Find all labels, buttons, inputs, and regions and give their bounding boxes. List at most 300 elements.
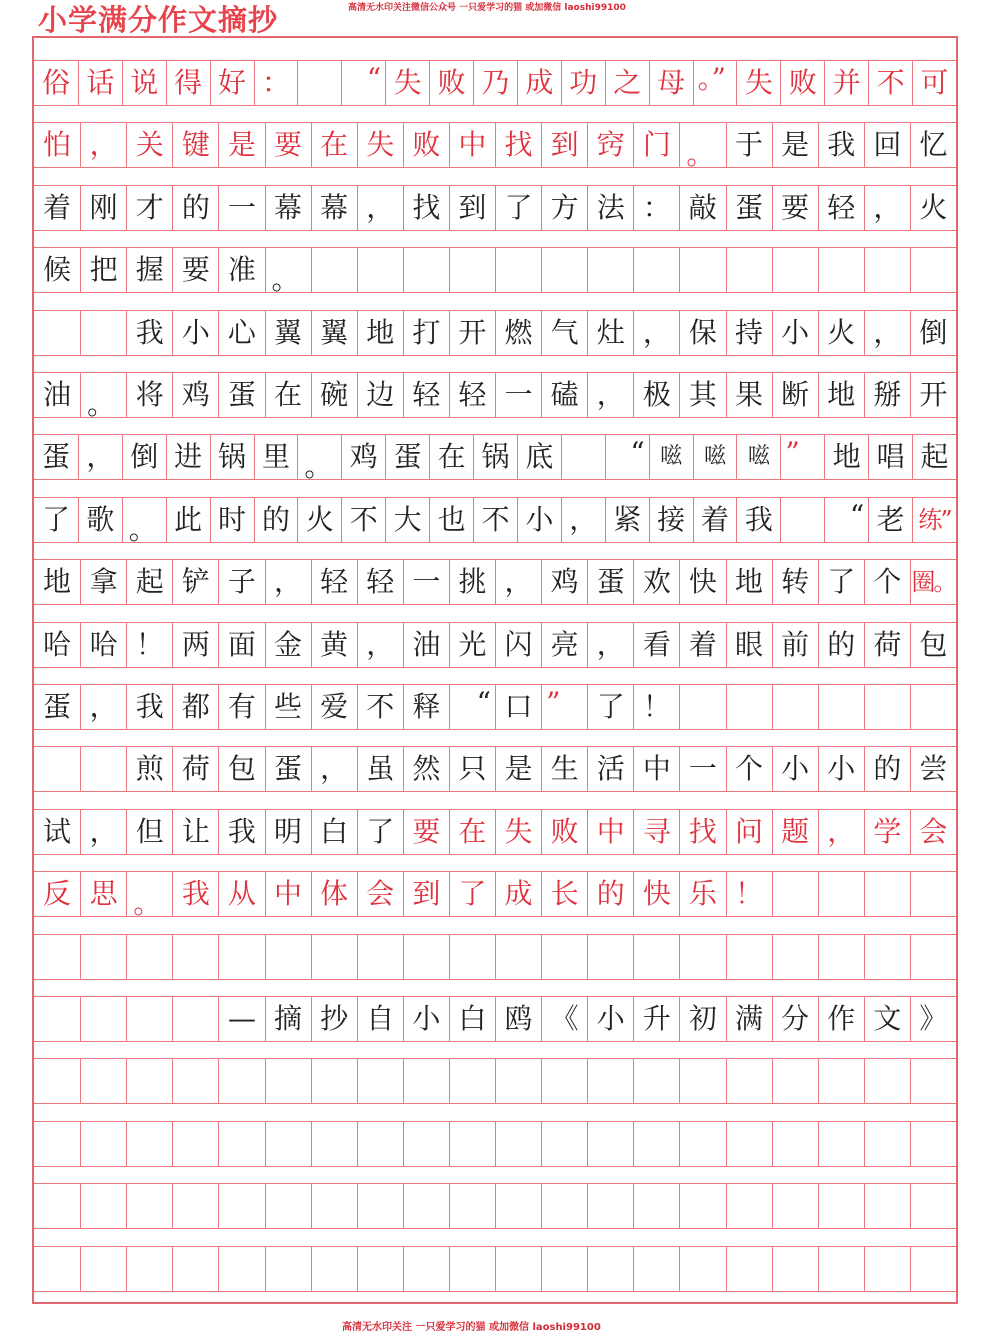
grid-cell-empty [80,1247,126,1291]
grid-cell-char: 忆 [910,123,956,167]
grid-cell-empty [126,1122,172,1166]
grid-cell-char: 拿 [80,560,126,604]
grid-cell-char: 。 [126,872,172,916]
grid-cell-char: 释 [403,685,449,729]
grid-cell-empty [218,1247,264,1291]
grid-cell-empty [34,1247,80,1291]
grid-cell-char: 一 [679,747,725,791]
grid-cell-char: 保 [679,311,725,355]
grid-cell-char: ， [633,311,679,355]
grid-cell-char: 我 [218,810,264,854]
grid-cell-char: 抄 [311,997,357,1041]
grid-cell-empty [726,935,772,979]
grid-cell-empty [449,935,495,979]
grid-cell-empty [495,1059,541,1103]
grid-cell-char: 。 [122,498,166,542]
page-title: 小学满分作文摘抄 [38,3,279,37]
grid-cell-char: 开 [910,373,956,417]
grid-cell-char: 了 [587,685,633,729]
grid-cell-char: 磕 [541,373,587,417]
grid-cell-char: 个 [864,560,910,604]
grid-cell-empty [679,935,725,979]
grid-cell-char: ， [561,498,605,542]
grid-cell-char: 不 [868,61,912,105]
grid-cell-char: 然 [403,747,449,791]
grid-cell-char: 嗞 [649,435,693,479]
grid-cell-char: 地 [824,435,868,479]
grid-cell-char: 可 [912,61,956,105]
grid-cell-char: 掰 [864,373,910,417]
grid-cell-char: 前 [772,623,818,667]
grid-cell-char: 都 [172,685,218,729]
grid-cell-empty [818,248,864,292]
grid-cell-empty [80,935,126,979]
grid-cell-char: 荷 [172,747,218,791]
grid-cell-char: 会 [910,810,956,854]
grid-cell-char: 败 [429,61,473,105]
grid-cell-empty [403,1122,449,1166]
grid-cell-empty [265,1184,311,1228]
grid-cell-char: 大 [385,498,429,542]
grid-cell-empty [679,1059,725,1103]
grid-cell-char: 了 [495,186,541,230]
grid-cell-empty [449,1184,495,1228]
grid-cell-empty [495,248,541,292]
grid-cell-char: 败 [541,810,587,854]
grid-cell-char: ， [495,560,541,604]
grid-cell-empty [818,1122,864,1166]
grid-cell-empty [80,747,126,791]
grid-cell-empty [172,1184,218,1228]
grid-cell-char: 小 [818,747,864,791]
grid-cell-empty [910,872,956,916]
grid-cell-empty [910,685,956,729]
grid-cell-char: 练” [912,498,956,542]
grid-row [34,1183,956,1229]
grid-cell-char: 一 [218,186,264,230]
grid-cell-char: 作 [818,997,864,1041]
grid-cell-char: 亮 [541,623,587,667]
grid-cell-empty [80,311,126,355]
grid-cell-char: 候 [43,253,72,287]
grid-cell-char: 得 [166,61,210,105]
watermark-top: 高清无水印关注微信公众号 一只爱学习的猫 或加微信 laoshi99100 [348,3,626,13]
grid-cell-char: 幕 [311,186,357,230]
grid-cell-char: ！ [726,872,772,916]
grid-cell-char: 不 [341,498,385,542]
grid-cell-empty [449,248,495,292]
grid-cell-char: 包 [910,623,956,667]
grid-cell-empty [495,935,541,979]
grid-cell-char: 我 [736,498,780,542]
grid-cell-empty [265,1247,311,1291]
grid-cell-char: 握 [126,248,172,292]
grid-cell-char: 虽 [357,747,403,791]
grid-cell-char: 歌 [78,498,122,542]
grid-cell-empty [633,1122,679,1166]
grid-cell-char: 蛋 [41,440,70,474]
grid-cell-char: 只 [449,747,495,791]
grid-cell-char: 中 [587,810,633,854]
grid-cell-empty [679,1184,725,1228]
grid-cell-char: 成 [517,61,561,105]
grid-cell-empty [357,248,403,292]
grid-cell-char: 生 [541,747,587,791]
grid-cell-char: ， [311,747,357,791]
grid-cell-char: 我 [818,123,864,167]
grid-cell-empty [80,1184,126,1228]
grid-cell-char: 的 [818,623,864,667]
grid-row [34,996,956,1042]
grid-cell-char: 两 [172,623,218,667]
grid-cell-empty [172,935,218,979]
grid-cell-char: 轻 [357,560,403,604]
grid-cell-empty [357,935,403,979]
grid-cell-char: 找 [679,810,725,854]
grid-cell-char: 我 [126,685,172,729]
grid-cell-char: “ [341,61,385,105]
grid-row [34,60,956,106]
grid-cell-empty [449,1122,495,1166]
grid-cell-char: 接 [649,498,693,542]
grid-cell-char: 快 [633,872,679,916]
grid-cell-char: ， [864,186,910,230]
grid-cell-empty [910,1059,956,1103]
grid-cell-empty [265,1122,311,1166]
grid-cell-empty [172,1059,218,1103]
grid-cell-char: ： [254,61,298,105]
grid-cell-char: ， [265,560,311,604]
grid-cell-char: 燃 [495,311,541,355]
grid-cell-char: 幕 [265,186,311,230]
grid-row [34,809,956,855]
grid-cell-char: 心 [218,311,264,355]
grid-cell-empty [772,1122,818,1166]
grid-cell-char: 到 [541,123,587,167]
grid-cell-empty [633,1184,679,1228]
grid-row [34,1058,956,1104]
grid-cell-empty [772,1247,818,1291]
grid-cell-empty [172,1122,218,1166]
grid-cell-char: 此 [166,498,210,542]
grid-cell-char: 眼 [726,623,772,667]
grid-cell-char: 哈 [43,627,72,661]
grid-cell-char: 地 [818,373,864,417]
grid-cell-char: “ [824,498,868,542]
grid-cell-char: 。 [265,248,311,292]
grid-cell-char: 乃 [473,61,517,105]
grid-cell-empty [818,1184,864,1228]
grid-cell-char: 不 [357,685,403,729]
grid-cell-char: 思 [80,872,126,916]
grid-cell-empty [265,935,311,979]
grid-cell-char: 地 [43,565,72,599]
grid-cell-char: ” [541,685,587,729]
grid-cell-char: 回 [864,123,910,167]
grid-cell-char: 但 [126,810,172,854]
grid-cell-char: “ [449,685,495,729]
grid-cell-empty [449,1059,495,1103]
grid-cell-empty [218,1059,264,1103]
grid-cell-char: 在 [429,435,473,479]
grid-cell-char: 爱 [311,685,357,729]
grid-cell-char: 白 [311,810,357,854]
grid-cell-char: 火 [910,186,956,230]
grid-cell-empty [34,1059,80,1103]
grid-cell-empty [780,498,824,542]
grid-cell-empty [818,685,864,729]
grid-cell-empty [265,1059,311,1103]
grid-cell-char: ， [80,810,126,854]
grid-cell-empty [541,1059,587,1103]
grid-cell-empty [587,1184,633,1228]
grid-cell-empty [357,1247,403,1291]
grid-cell-empty [541,248,587,292]
grid-cell-char: 的 [864,747,910,791]
grid-cell-char: 唱 [868,435,912,479]
grid-cell-char: 小 [172,311,218,355]
grid-cell-char: 在 [449,810,495,854]
grid-cell-empty [864,1122,910,1166]
grid-cell-char: 让 [172,810,218,854]
grid-cell-char: 。 [679,123,725,167]
grid-cell-char: 母 [649,61,693,105]
grid-cell-char: 之 [605,61,649,105]
grid-cell-char: 小 [403,997,449,1041]
grid-cell-char: 失 [736,61,780,105]
grid-row [34,372,956,421]
grid-row [34,622,956,668]
grid-cell-char: 果 [726,373,772,417]
grid-cell-empty [403,248,449,292]
grid-cell-empty [910,248,956,292]
grid-cell-char: 断 [772,373,818,417]
grid-cell-empty [910,1122,956,1166]
grid-cell-char: 看 [633,623,679,667]
grid-cell-char: 明 [265,810,311,854]
grid-cell-empty [541,935,587,979]
grid-cell-char: 轻 [818,186,864,230]
grid-cell-empty [403,935,449,979]
grid-cell-char: 蛋 [218,373,264,417]
grid-cell-char: 试 [43,814,72,848]
grid-row [34,1246,956,1292]
grid-cell-char: 失 [385,61,429,105]
grid-cell-char: ， [357,186,403,230]
grid-cell-char: 学 [864,810,910,854]
grid-cell-empty [357,1122,403,1166]
grid-cell-char: 中 [449,123,495,167]
grid-cell-char: ： [633,186,679,230]
grid-cell-char: 中 [633,747,679,791]
grid-cell-empty [126,1059,172,1103]
grid-cell-empty [864,685,910,729]
grid-cell-char: 刚 [80,186,126,230]
grid-cell-char: 关 [126,123,172,167]
grid-cell-char: 尝 [910,747,956,791]
grid-row [34,1121,956,1167]
grid-cell-char: 口 [495,685,541,729]
grid-cell-char: 一 [403,560,449,604]
grid-cell-char: 着 [693,498,737,542]
grid-cell-empty [679,248,725,292]
grid-cell-empty [357,1184,403,1228]
grid-cell-empty [495,1184,541,1228]
grid-cell-char: 倒 [122,435,166,479]
grid-cell-char: ， [864,311,910,355]
grid-cell-empty [910,1184,956,1228]
grid-cell-empty [587,1059,633,1103]
grid-cell-char: 碗 [311,373,357,417]
grid-cell-char: 着 [679,623,725,667]
grid-cell-empty [679,685,725,729]
grid-cell-char: 锅 [473,435,517,479]
grid-cell-char: 鸡 [172,373,218,417]
grid-cell-char: 起 [912,435,956,479]
grid-cell-char: 并 [824,61,868,105]
grid-cell-empty [34,1122,80,1166]
grid-cell-char: 起 [126,560,172,604]
grid-cell-empty [311,1059,357,1103]
grid-cell-char: 荷 [864,623,910,667]
grid-cell-empty [357,1059,403,1103]
grid-cell-char: 到 [449,186,495,230]
grid-cell-char: 乐 [679,872,725,916]
grid-cell-empty [772,685,818,729]
grid-cell-empty [726,1059,772,1103]
grid-row [34,122,956,172]
grid-cell-char: 快 [679,560,725,604]
grid-cell-char: 》 [910,997,956,1041]
grid-cell-empty [80,997,126,1041]
grid-cell-char: 摘 [265,997,311,1041]
grid-cell-char: 鸡 [341,435,385,479]
grid-cell-char: ， [80,123,126,167]
grid-cell-char: ， [587,623,633,667]
grid-cell-char: 怕 [43,128,72,162]
grid-cell-empty [541,1247,587,1291]
grid-cell-char: 翼 [311,311,357,355]
grid-cell-char: 会 [357,872,403,916]
grid-cell-empty [403,1247,449,1291]
grid-cell-char: 在 [265,373,311,417]
grid-cell-empty [864,1059,910,1103]
grid-cell-char: 问 [726,810,772,854]
grid-cell-char: 找 [495,123,541,167]
grid-cell-empty [311,248,357,292]
grid-cell-empty [218,1122,264,1166]
grid-cell-char: 些 [265,685,311,729]
grid-cell-empty [34,935,80,979]
grid-cell-empty [172,1247,218,1291]
grid-cell-empty [910,935,956,979]
grid-cell-char: 的 [587,872,633,916]
grid-cell-char: 体 [311,872,357,916]
grid-cell-char: 自 [357,997,403,1041]
grid-cell-char: 的 [254,498,298,542]
grid-cell-char: 功 [561,61,605,105]
grid-cell-empty [864,1247,910,1291]
grid-cell-empty [726,248,772,292]
grid-cell-char: 键 [172,123,218,167]
grid-cell-char: 油 [403,623,449,667]
grid-cell-empty [772,1059,818,1103]
grid-cell-char: 我 [126,311,172,355]
grid-cell-char: 寻 [633,810,679,854]
grid-cell-char: 蛋 [587,560,633,604]
grid-cell-empty [449,1247,495,1291]
grid-row [34,434,956,484]
grid-cell-empty [541,1122,587,1166]
grid-cell-char: 不 [473,498,517,542]
grid-cell-char: 准 [218,248,264,292]
grid-cell-char: 《 [541,997,587,1041]
grid-cell-char: 升 [633,997,679,1041]
grid-cell-empty [311,935,357,979]
grid-cell-char: 是 [772,123,818,167]
grid-cell-empty [772,935,818,979]
grid-cell-char: 要 [772,186,818,230]
grid-cell-empty [495,1122,541,1166]
grid-cell-char: 说 [122,61,166,105]
grid-cell-char: 锅 [210,435,254,479]
grid-cell-empty [126,997,172,1041]
grid-cell-empty [772,1184,818,1228]
grid-cell-char: 失 [357,123,403,167]
grid-cell-empty [34,997,80,1041]
grid-cell-char: 活 [587,747,633,791]
grid-cell-empty [864,1184,910,1228]
grid-cell-char: 着 [43,190,72,224]
grid-cell-char: 转 [772,560,818,604]
grid-cell-char: 门 [633,123,679,167]
grid-row [34,871,956,921]
grid-cell-char: 圈。 [910,560,956,604]
grid-cell-empty [218,935,264,979]
grid-cell-char: 金 [265,623,311,667]
grid-cell-char: 方 [541,186,587,230]
grid-cell-char: 油 [43,378,72,411]
grid-cell-char: 哈 [80,623,126,667]
grid-cell-char: 铲 [172,560,218,604]
grid-cell-char: 分 [772,997,818,1041]
grid-cell-char: 倒 [910,311,956,355]
grid-cell-char: 成 [495,872,541,916]
grid-cell-char: 。 [80,373,126,417]
grid-cell-empty [587,1247,633,1291]
grid-cell-empty [541,1184,587,1228]
grid-cell-empty [126,1247,172,1291]
grid-cell-empty [126,935,172,979]
grid-cell-char: 文 [864,997,910,1041]
grid-cell-char: 火 [297,498,341,542]
grid-cell-char: 。” [693,61,737,105]
grid-cell-empty [587,1122,633,1166]
grid-cell-char: 找 [403,186,449,230]
grid-row [34,310,956,356]
grid-cell-char: 老 [868,498,912,542]
grid-cell-char: 灶 [587,311,633,355]
grid-cell-char: 小 [517,498,561,542]
grid-cell-char: 满 [726,997,772,1041]
grid-cell-char: 嗞 [736,435,780,479]
grid-cell-char: 在 [311,123,357,167]
grid-cell-char: 里 [254,435,298,479]
grid-cell-char: 蛋 [43,690,72,723]
grid-cell-char: ， [357,623,403,667]
grid-cell-char: 小 [772,311,818,355]
grid-cell-char: 小 [772,747,818,791]
